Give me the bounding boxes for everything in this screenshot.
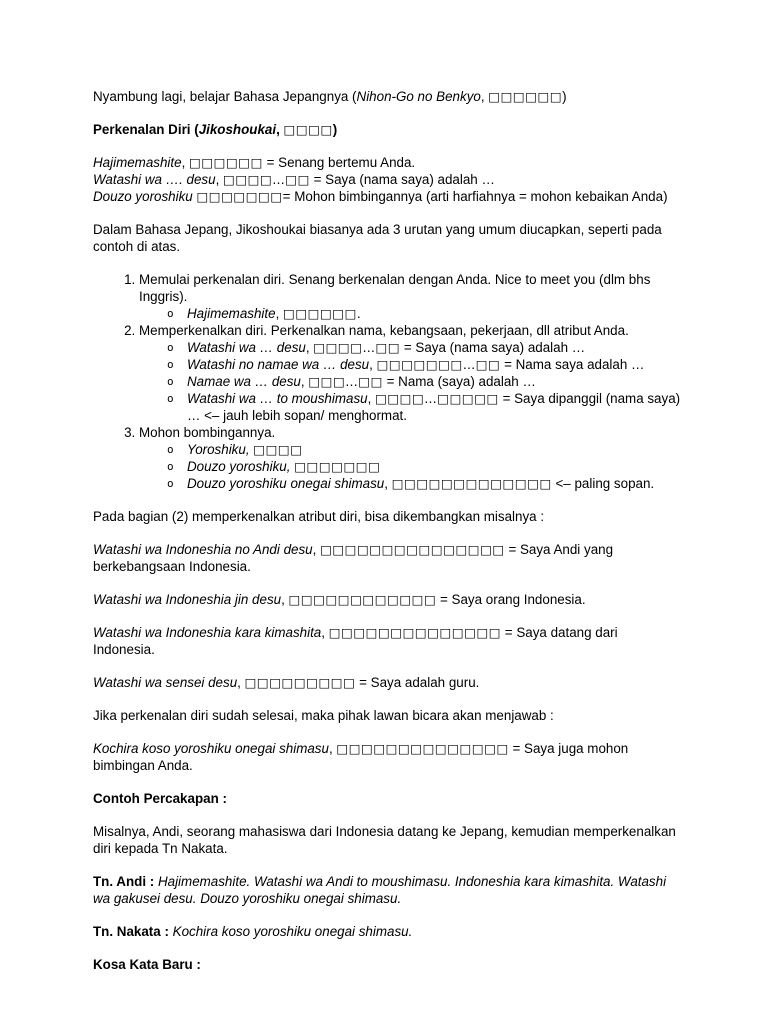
dialog-text: Hajimemashite. Watashi wa Andi to moushimasu. Indoneshia kara kimashita. Watashi wa gakusei desu. Douzo yoroshiku onegai shimasu. (93, 874, 667, 906)
greeting-line (93, 171, 681, 188)
sub-item (187, 339, 681, 356)
comma: , (286, 459, 295, 474)
example-line (93, 541, 681, 575)
heading-romaji: Jikoshoukai (198, 122, 277, 137)
comma: , (369, 357, 377, 372)
sub-meaning: = Saya dipanggil (nama saya) … <– jauh lebih sopan/ menghormat. (187, 391, 681, 423)
sub-item (187, 373, 681, 390)
sub-meaning: . (356, 306, 361, 321)
sub-romaji: Douzo yoroshiku (187, 459, 287, 474)
greeting-jp: □□□□…□□ (223, 172, 310, 187)
comma: , (215, 172, 224, 187)
greeting-line (93, 188, 681, 205)
intro-text: Nyambung lagi, belajar Bahasa Jepangnya ( (93, 89, 357, 104)
greeting-romaji: Douzo yoroshiku (93, 189, 193, 204)
step-item (139, 271, 681, 322)
section-heading-contoh-percakapan: Contoh Percakapan : (93, 791, 227, 806)
comma: , (237, 675, 245, 690)
comma: , (281, 592, 289, 607)
example-romaji: Watashi wa sensei desu (93, 675, 238, 690)
example-jp: □□□□□□□□□□□□ (288, 592, 437, 607)
intro-romaji: Nihon-Go no Benkyo (356, 89, 481, 104)
section-heading-jikoshoukai (93, 121, 681, 138)
greeting-jp: □□□□□□□ (196, 189, 283, 204)
comma: , (181, 155, 190, 170)
sub-meaning: = Saya (nama saya) adalah … (400, 340, 586, 355)
sub-item (187, 356, 681, 373)
step-label: Memperkenalkan diri. Perkenalkan nama, kebangsaan, pekerjaan, dll atribut Anda. (139, 323, 629, 338)
sub-romaji: Namae wa … desu (187, 374, 301, 389)
sub-meaning: = Nama (saya) adalah … (382, 374, 536, 389)
dialog-speaker: Tn. Nakata : (93, 924, 169, 939)
example-jp: □□□□□□□□□□□□□□□ (320, 542, 505, 557)
sub-list (139, 441, 681, 492)
comma: , (384, 476, 392, 491)
greeting-romaji: Watashi wa …. desu (93, 172, 216, 187)
step-item (139, 424, 681, 492)
sub-list (139, 305, 681, 322)
section-heading-kosa-kata: Kosa Kata Baru : (93, 957, 201, 972)
sub-romaji: Yoroshiku (187, 442, 246, 457)
sub-jp: □□□□…□□□□□ (375, 391, 499, 406)
comma: , (367, 391, 376, 406)
intro-close: ) (562, 89, 567, 104)
greeting-line (93, 154, 681, 171)
example-line (93, 674, 681, 691)
sub-romaji: Hajimemashite (187, 306, 276, 321)
sub-romaji: Watashi no namae wa … desu (187, 357, 370, 372)
steps-list (93, 271, 681, 492)
reply-meaning: = Saya juga mohon bimbingan Anda. (93, 741, 629, 773)
sub-item (187, 305, 681, 322)
sub-jp: □□□□□□ (283, 306, 357, 321)
sub-jp: □□□□…□□ (313, 340, 401, 355)
example-jp: □□□□□□□□□ (244, 675, 356, 690)
sub-jp: □□□□□□□ (294, 459, 381, 474)
example-romaji: Watashi wa Indoneshia jin desu (93, 592, 282, 607)
greeting-meaning: = Senang bertemu Anda. (262, 155, 416, 170)
example-meaning: = Saya orang Indonesia. (436, 592, 586, 607)
paragraph: Pada bagian (2) memperkenalkan atribut diri, bisa dikembangkan misalnya : (93, 509, 545, 524)
heading-jp: □□□□ (283, 122, 333, 137)
sub-meaning: <– paling sopan. (551, 476, 655, 491)
sub-item (187, 441, 681, 458)
greeting-meaning: = Saya (nama saya) adalah … (309, 172, 495, 187)
paragraph: Dalam Bahasa Jepang, Jikoshoukai biasanya ada 3 urutan yang umum diucapkan, seperti pada contoh di atas. (93, 222, 662, 254)
example-meaning: = Saya Andi yang berkebangsaan Indonesia. (93, 542, 614, 574)
reply-romaji: Kochira koso yoroshiku onegai shimasu (93, 741, 329, 756)
sub-romaji: Watashi wa … desu (187, 340, 306, 355)
dialog-line (93, 923, 681, 940)
step-label: Mohon bombingannya. (139, 425, 276, 440)
intro-sep: , (480, 89, 489, 104)
sub-meaning: = Nama saya adalah … (500, 357, 645, 372)
heading-prefix: Perkenalan Diri ( (93, 122, 199, 137)
document-page (93, 88, 681, 973)
example-meaning: = Saya adalah guru. (355, 675, 480, 690)
sub-jp: □□□…□□ (308, 374, 383, 389)
dialog-line (93, 873, 681, 907)
sub-jp: □□□□□□□…□□ (376, 357, 501, 372)
comma: , (328, 741, 337, 756)
intro-line (93, 88, 681, 105)
sub-romaji: Douzo yoroshiku onegai shimasu (187, 476, 385, 491)
reply-jp: □□□□□□□□□□□□□□ (336, 741, 509, 756)
example-romaji: Watashi wa Indoneshia no Andi desu (93, 542, 313, 557)
comma: , (300, 374, 309, 389)
comma: , (312, 542, 321, 557)
example-line (93, 624, 681, 658)
comma: , (305, 340, 314, 355)
sub-item (187, 458, 681, 475)
sub-list (139, 339, 681, 424)
heading-sep: , (276, 122, 284, 137)
intro-jp: □□□□□□ (488, 89, 563, 104)
greeting-meaning: = Mohon bimbingannya (arti harfiahnya = mohon kebaikan Anda) (282, 189, 668, 204)
sub-item (187, 475, 681, 492)
greeting-jp: □□□□□□ (189, 155, 263, 170)
sub-item (187, 390, 681, 424)
sub-romaji: Watashi wa … to moushimasu (187, 391, 368, 406)
greeting-romaji: Hajimemashite (93, 155, 182, 170)
heading-suffix: ) (332, 122, 338, 137)
step-label: Memulai perkenalan diri. Senang berkenalan dengan Anda. Nice to meet you (dlm bhs Inggris). (139, 272, 651, 304)
reply-line (93, 740, 681, 774)
comma: , (245, 442, 254, 457)
example-line (93, 591, 681, 608)
paragraph: Misalnya, Andi, seorang mahasiswa dari Indonesia datang ke Jepang, kemudian memperkenalkan diri kepada Tn Nakata. (93, 824, 676, 856)
example-jp: □□□□□□□□□□□□□□ (328, 625, 502, 640)
comma: , (275, 306, 284, 321)
sub-jp: □□□□ (253, 442, 303, 457)
comma: , (321, 625, 329, 640)
sub-jp: □□□□□□□□□□□□□ (391, 476, 552, 491)
example-meaning: = Saya datang dari Indonesia. (93, 625, 618, 657)
example-romaji: Watashi wa Indoneshia kara kimashita (93, 625, 322, 640)
step-item (139, 322, 681, 424)
dialog-speaker: Tn. Andi : (93, 874, 155, 889)
paragraph: Jika perkenalan diri sudah selesai, maka pihak lawan bicara akan menjawab : (93, 708, 554, 723)
dialog-text: Kochira koso yoroshiku onegai shimasu. (172, 924, 413, 939)
